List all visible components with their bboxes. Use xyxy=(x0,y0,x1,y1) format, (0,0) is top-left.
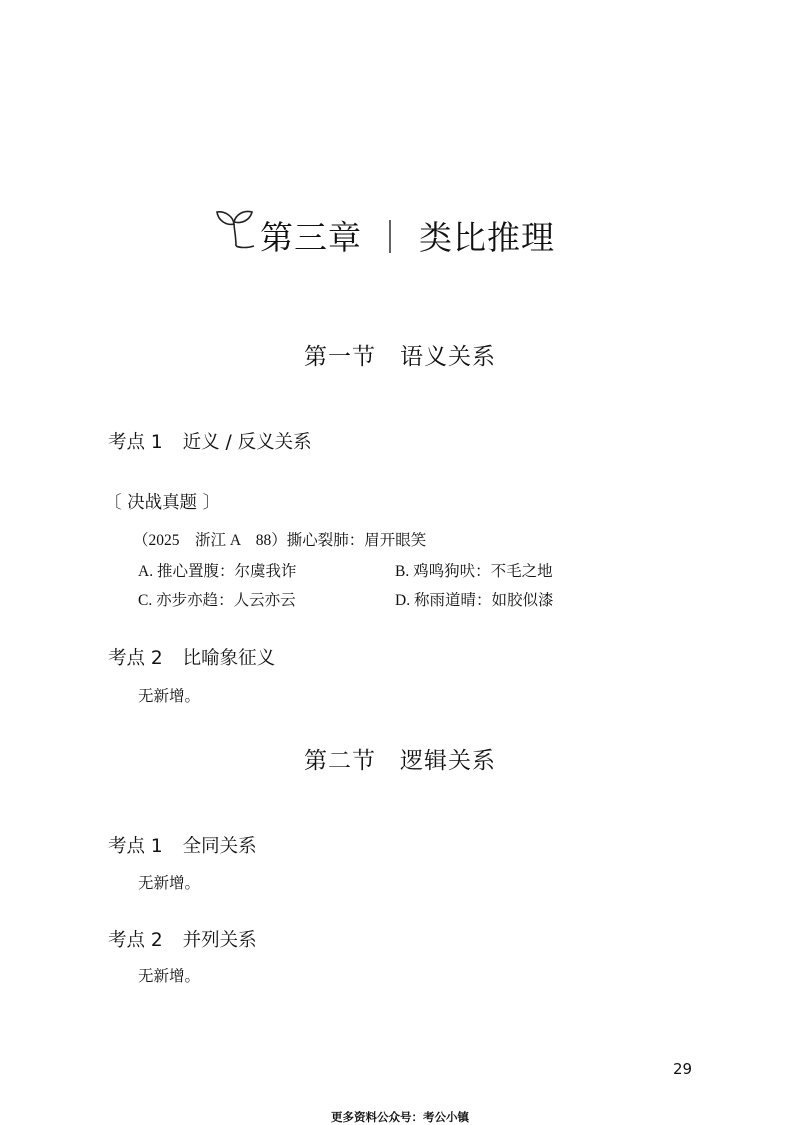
point-label: 考点 1 xyxy=(108,432,163,453)
page-number: 29 xyxy=(673,1060,693,1078)
question-stem: （2025 浙江 A 88）撕心裂肺：眉开眼笑 xyxy=(133,532,427,549)
point-heading xyxy=(108,926,257,952)
point-label: 考点 2 xyxy=(108,930,163,951)
point-content: 无新增。 xyxy=(138,875,201,892)
subheading: 〔 决战真题 〕 xyxy=(104,493,221,513)
option-b: B. 鸡鸣狗吠：不毛之地 xyxy=(395,563,553,580)
point-heading xyxy=(108,832,257,858)
point-heading xyxy=(108,644,275,670)
point-content: 无新增。 xyxy=(138,968,201,985)
point-name: 比喻象征义 xyxy=(182,648,276,669)
section-title-2: 第二节 逻辑关系 xyxy=(304,748,496,774)
point-heading xyxy=(108,428,312,454)
point-name: 全同关系 xyxy=(182,836,257,857)
chapter-title: 第三章 ｜ 类比推理 xyxy=(260,218,555,257)
option-a: A. 推心置腹：尔虞我诈 xyxy=(138,563,297,580)
point-label: 考点 2 xyxy=(108,648,163,669)
point-label: 考点 1 xyxy=(108,836,163,857)
footer-note: 更多资料公众号：考公小镇 xyxy=(331,1110,469,1124)
point-name: 并列关系 xyxy=(182,930,257,951)
point-content: 无新增。 xyxy=(138,688,201,705)
sprout-icon xyxy=(214,206,256,250)
point-name: 近义 / 反义关系 xyxy=(182,432,312,453)
option-d: D. 称雨道晴：如胶似漆 xyxy=(395,592,554,609)
option-c: C. 亦步亦趋：人云亦云 xyxy=(138,592,296,609)
section-title-1: 第一节 语义关系 xyxy=(304,344,496,370)
